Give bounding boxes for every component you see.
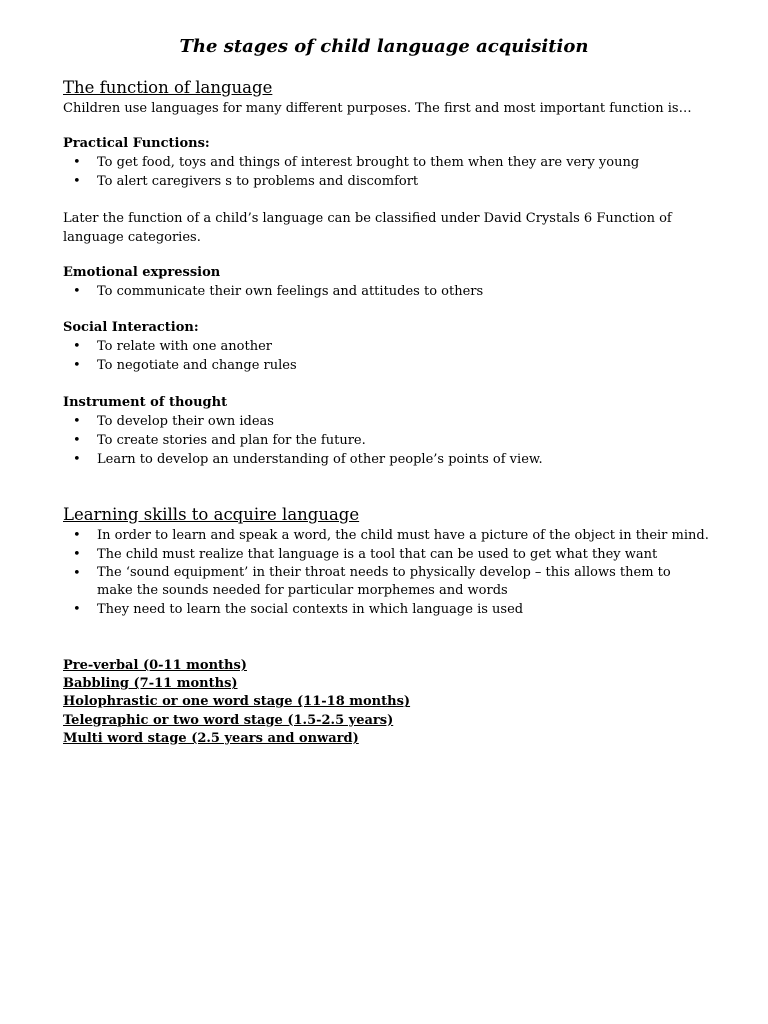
bullet-icon: • (73, 155, 81, 170)
list-item (63, 337, 713, 356)
list-item (63, 564, 697, 600)
list-item (63, 545, 713, 564)
list-item (63, 431, 713, 450)
list-item (63, 282, 713, 301)
list-item-text: They need to learn the social contexts in which language is used (97, 602, 524, 617)
list-item (63, 356, 713, 375)
list-item (63, 172, 713, 191)
practical-functions-list (63, 153, 713, 191)
function-of-language-section (63, 77, 713, 118)
list-item-text: The ‘sound equipment’ in their throat needs to physically develop – this allows them to make the sounds needed for particular morphemes and words (97, 565, 671, 598)
list-item-text: To communicate their own feelings and attitudes to others (97, 284, 484, 299)
practical-functions-heading: Practical Functions: (63, 136, 210, 151)
emotional-expression-block (63, 263, 713, 301)
stage-pre-verbal: Pre-verbal (0-11 months) (63, 658, 247, 673)
list-item (63, 526, 713, 545)
social-interaction-list (63, 337, 713, 375)
list-item (63, 153, 713, 172)
stage-multi-word: Multi word stage (2.5 years and onward) (63, 730, 359, 746)
stage-babbling: Babbling (7-11 months) (63, 676, 238, 692)
function-intro-text: Children use languages for many different purposes. The first and most important function is… (63, 101, 692, 116)
bullet-icon: • (73, 602, 81, 617)
social-interaction-block (63, 318, 713, 375)
bullet-icon: • (73, 358, 81, 373)
list-item (63, 450, 713, 469)
list-item-text: To negotiate and change rules (97, 358, 297, 373)
crystal-functions-text: Later the function of a child’s language can be classified under David Crystals 6 Function of language categories. (63, 211, 672, 245)
instrument-of-thought-block (63, 393, 713, 469)
emotional-expression-heading: Emotional expression (63, 265, 221, 280)
bullet-icon: • (73, 566, 81, 581)
list-item-text: To relate with one another (97, 339, 272, 354)
list-item-text: The child must realize that language is a tool that can be used to get what they want (97, 547, 658, 562)
bullet-icon: • (73, 547, 81, 562)
bullet-icon: • (73, 174, 81, 189)
bullet-icon: • (73, 284, 81, 299)
list-item (63, 600, 713, 619)
emotional-expression-list (63, 282, 713, 301)
list-item (63, 412, 713, 431)
practical-functions-block (63, 134, 713, 191)
instrument-of-thought-heading: Instrument of thought (63, 395, 228, 410)
crystal-intro-block (63, 209, 713, 247)
stage-holophrastic: Holophrastic or one word stage (11-18 months) (63, 694, 411, 710)
stages-list (63, 657, 410, 748)
learning-skills-list (63, 526, 713, 619)
bullet-icon: • (73, 452, 81, 467)
document-title: The stages of child language acquisition (179, 36, 589, 57)
bullet-icon: • (73, 433, 81, 448)
instrument-of-thought-list (63, 412, 713, 469)
section-heading-learning-skills: Learning skills to acquire language (63, 505, 360, 524)
list-item-text: To develop their own ideas (97, 414, 274, 429)
section-heading-function: The function of language (63, 78, 273, 97)
social-interaction-heading: Social Interaction: (63, 320, 199, 335)
list-item-text: To create stories and plan for the future. (97, 433, 366, 448)
list-item-text: In order to learn and speak a word, the child must have a picture of the object in their mind. (97, 528, 709, 543)
list-item-text: To get food, toys and things of interest brought to them when they are very young (97, 155, 640, 170)
bullet-icon: • (73, 414, 81, 429)
stage-telegraphic: Telegraphic or two word stage (1.5-2.5 years) (63, 712, 394, 728)
list-item-text: Learn to develop an understanding of other people’s points of view. (97, 452, 543, 467)
bullet-icon: • (73, 528, 81, 543)
learning-skills-section (63, 504, 713, 619)
list-item-text: To alert caregivers s to problems and discomfort (97, 174, 419, 189)
bullet-icon: • (73, 339, 81, 354)
